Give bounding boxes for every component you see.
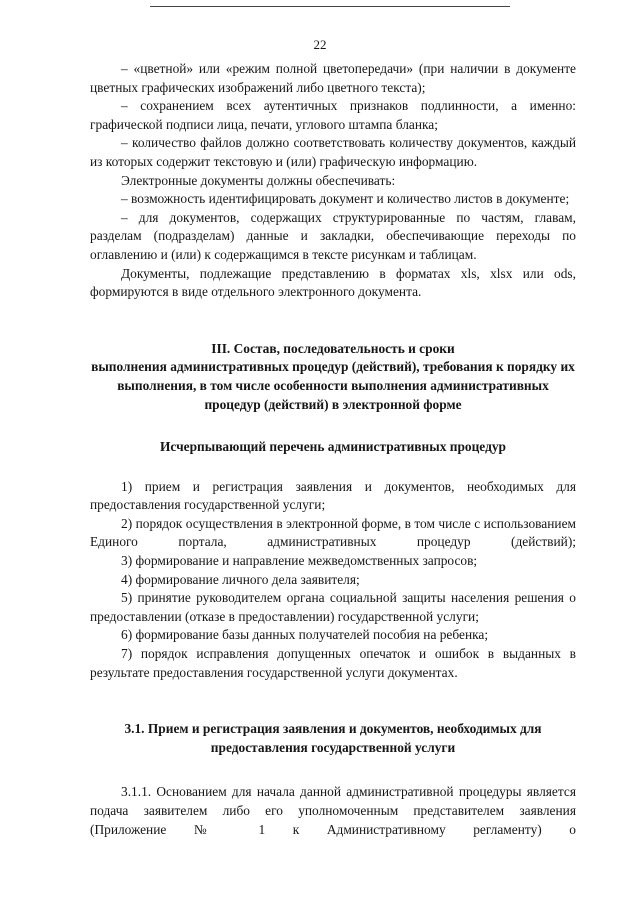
list-item: 6) формирование базы данных получателей пособия на ребенка; — [121, 627, 489, 643]
procedures-heading: Исчерпывающий перечень административных процедур — [159, 439, 506, 455]
procedures-list — [90, 478, 576, 683]
paragraph: – «цветной» или «режим полной цветопередачи» (при наличии в документе цветных графических изображений либо цветного текста); — [90, 61, 576, 95]
section-heading-line2: выполнения административных процедур (действий), требования к порядку их выполнения, в том числе особенности выполнения административных процедур (действий) в электронной форме — [91, 359, 575, 412]
list-item: 3) формирование и направление межведомственных запросов; — [121, 553, 478, 569]
paragraph: – возможность идентифицировать документ и количество листов в документе; — [121, 191, 570, 207]
document-body — [90, 60, 576, 839]
section-heading — [90, 340, 576, 414]
paragraph: Документы, подлежащие представлению в форматах xls, xlsx или ods, формируются в виде отдельного электронного документа. — [90, 265, 576, 300]
paragraph: Электронные документы должны обеспечивать: — [121, 172, 396, 188]
page-number: 22 — [313, 37, 327, 52]
list-item: 5) принятие руководителем органа социальной защиты населения решения о предоставлении (отказе в предоставлении) государственной услуги; — [90, 590, 576, 624]
paragraph: – для документов, содержащих структурированные по частям, главам, разделам (подразделам) данные и закладки, обеспечивающие переходы по оглавлению и (или) к содержащимся в тексте рисункам и таблицам. — [90, 209, 576, 262]
section-heading-line1: III. Состав, последовательность и сроки — [211, 340, 455, 356]
subsection-heading: 3.1. Прием и регистрация заявления и документов, необходимых для предоставления государственной услуги — [124, 721, 542, 755]
paragraph: – количество файлов должно соответствовать количеству документов, каждый из которых содержит текстовую и (или) графическую информацию. — [90, 135, 576, 169]
list-item: 7) порядок исправления допущенных опечаток и ошибок в выданных в результате предоставления государственной услуги документах. — [90, 646, 576, 680]
list-item: 2) порядок осуществления в электронной форме, в том числе с использованием Единого портала, административных процедур (действий); — [90, 515, 576, 550]
list-item: 1) прием и регистрация заявления и документов, необходимых для предоставления государственной услуги; — [90, 478, 576, 513]
list-item: 4) формирование личного дела заявителя; — [121, 571, 360, 587]
top-rule — [150, 6, 510, 7]
paragraph: 3.1.1. Основанием для начала данной административной процедуры является подача заявителем либо его уполномоченным представителем заявления (Приложение № 1 к Административному регламенту) о — [90, 784, 576, 837]
paragraph: – сохранением всех аутентичных признаков подлинности, а именно: графической подписи лица, печати, углового штампа бланка; — [90, 98, 576, 132]
